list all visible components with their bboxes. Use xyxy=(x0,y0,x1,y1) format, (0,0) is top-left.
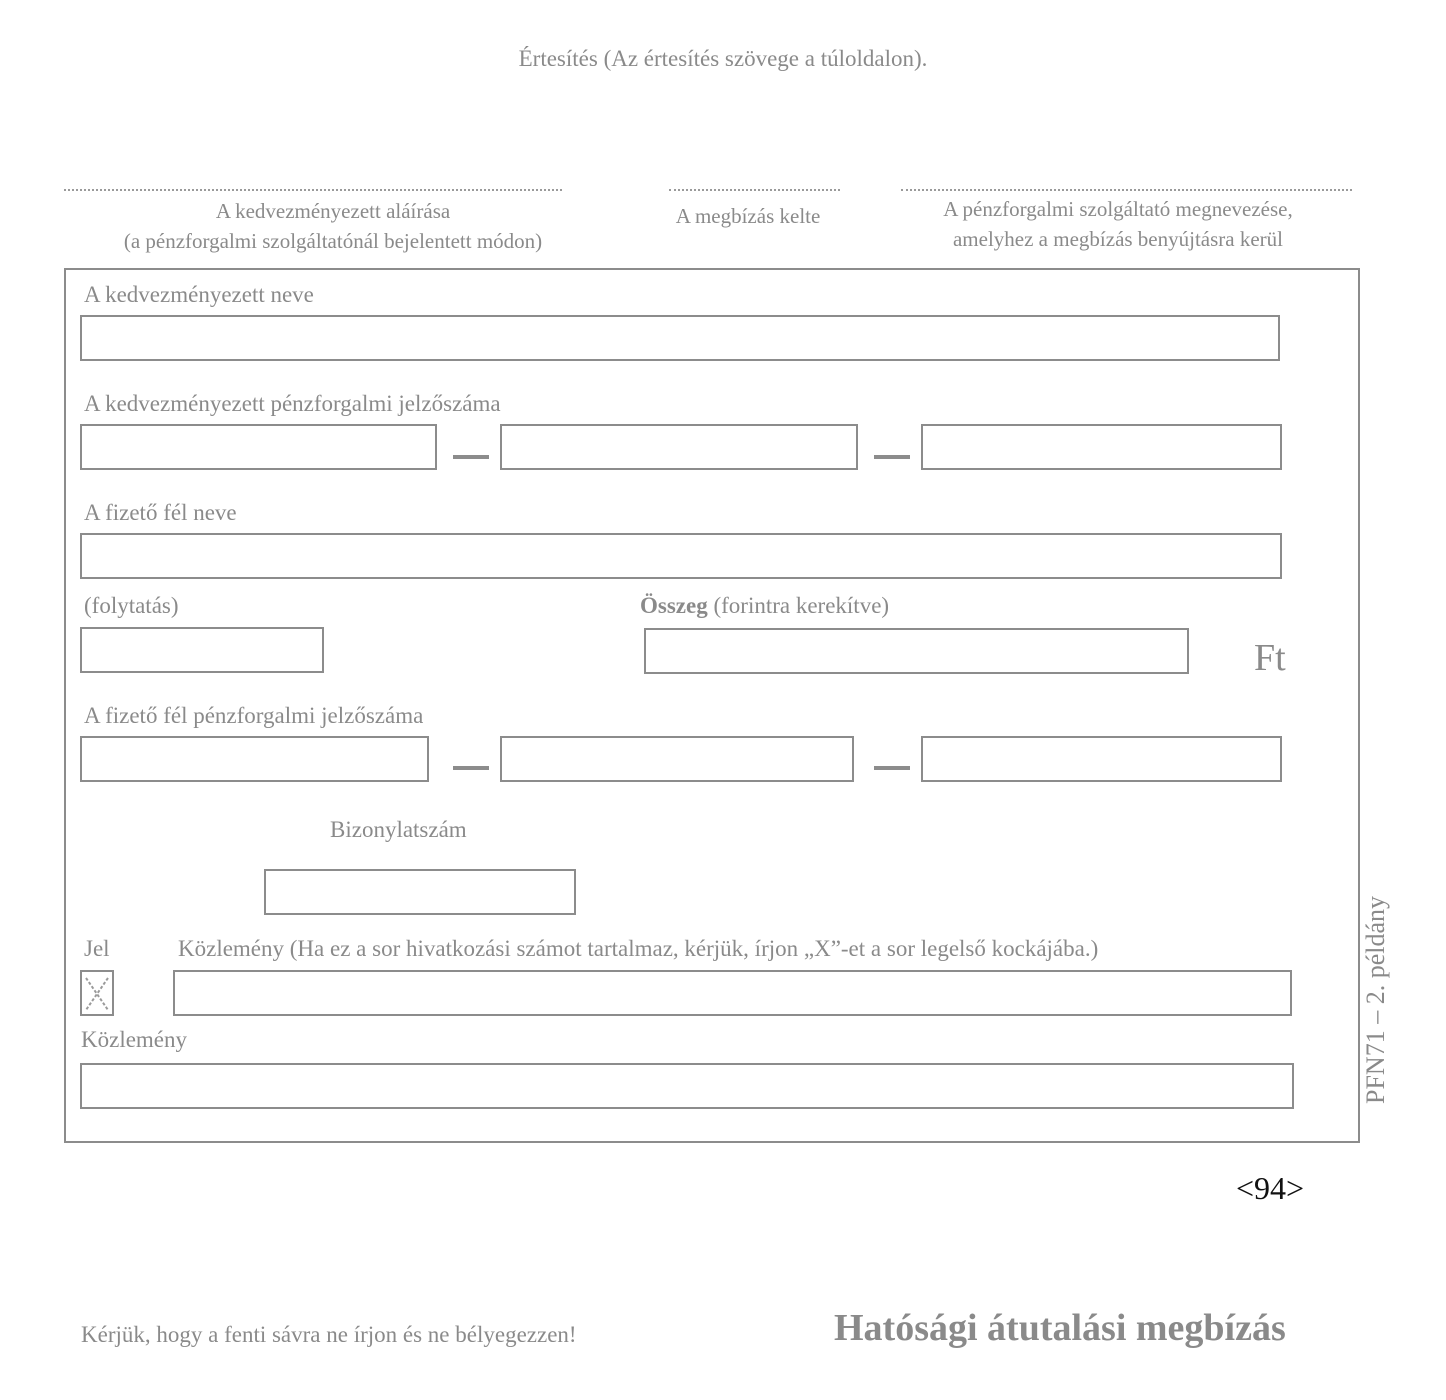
beneficiary-name-label: A kedvezményezett neve xyxy=(84,282,314,307)
copy-label: PFN71 – 2. példány xyxy=(1361,896,1390,1104)
currency-label: Ft xyxy=(1254,637,1286,679)
provider-line2: amelyhez a megbízás benyújtásra kerül xyxy=(952,227,1284,251)
payer-account-field-2[interactable] xyxy=(500,736,854,782)
provider-line1: A pénzforgalmi szolgáltató megnevezése, xyxy=(943,197,1293,221)
amount-label xyxy=(640,593,889,619)
beneficiary-account-label: A kedvezményezett pénzforgalmi jelzőszáma xyxy=(84,391,501,416)
signature-dotted-line xyxy=(64,189,562,191)
beneficiary-signature-line1: A kedvezményezett aláírása xyxy=(215,199,451,223)
continuation-label: (folytatás) xyxy=(84,593,179,618)
form-title: Hatósági átutalási megbízás xyxy=(834,1307,1286,1349)
mark-label: Jel xyxy=(84,936,110,961)
provider-dotted-line xyxy=(901,189,1352,191)
amount-label-bold: Összeg xyxy=(640,593,708,618)
footer-warning: Kérjük, hogy a fenti sávra ne írjon és ne bélyegezzen! xyxy=(81,1322,577,1347)
beneficiary-account-field-1[interactable] xyxy=(80,424,437,470)
x-mark-icon xyxy=(82,972,112,1014)
beneficiary-signature-line2: (a pénzforgalmi szolgáltatónál bejelentett módon) xyxy=(123,229,543,253)
date-dotted-line xyxy=(669,189,840,191)
remittance-field[interactable] xyxy=(80,1063,1294,1109)
provider-caption xyxy=(900,194,1336,254)
account-separator xyxy=(874,455,910,459)
beneficiary-name-field[interactable] xyxy=(80,315,1280,361)
remittance-label: Közlemény xyxy=(81,1027,188,1052)
account-separator xyxy=(453,766,489,770)
remittance-reference-field[interactable] xyxy=(173,970,1292,1016)
payer-account-field-3[interactable] xyxy=(921,736,1282,782)
amount-label-rest: (forintra kerekítve) xyxy=(707,593,890,618)
order-date-caption: A megbízás kelte xyxy=(675,204,821,228)
account-separator xyxy=(453,455,489,459)
document-number-label: Bizonylatszám xyxy=(330,817,467,842)
payer-account-label: A fizető fél pénzforgalmi jelzőszáma xyxy=(84,703,424,728)
mark-checkbox[interactable] xyxy=(80,970,114,1016)
beneficiary-account-field-2[interactable] xyxy=(500,424,858,470)
payer-account-field-1[interactable] xyxy=(80,736,429,782)
payer-name-label: A fizető fél neve xyxy=(84,500,237,525)
document-number-field[interactable] xyxy=(264,869,576,915)
amount-field[interactable] xyxy=(644,628,1189,674)
notice-heading: Értesítés (Az értesítés szövege a túloldalon). xyxy=(518,46,928,71)
continuation-field[interactable] xyxy=(80,627,324,673)
beneficiary-account-field-3[interactable] xyxy=(921,424,1282,470)
remittance-reference-label: Közlemény (Ha ez a sor hivatkozási számot tartalmaz, kérjük, írjon „X”-et a sor legelső kockájába.) xyxy=(178,936,1099,961)
account-separator xyxy=(874,766,910,770)
page-number: <94> xyxy=(1236,1170,1305,1206)
beneficiary-signature-caption xyxy=(64,196,602,256)
payer-name-field[interactable] xyxy=(80,533,1282,579)
